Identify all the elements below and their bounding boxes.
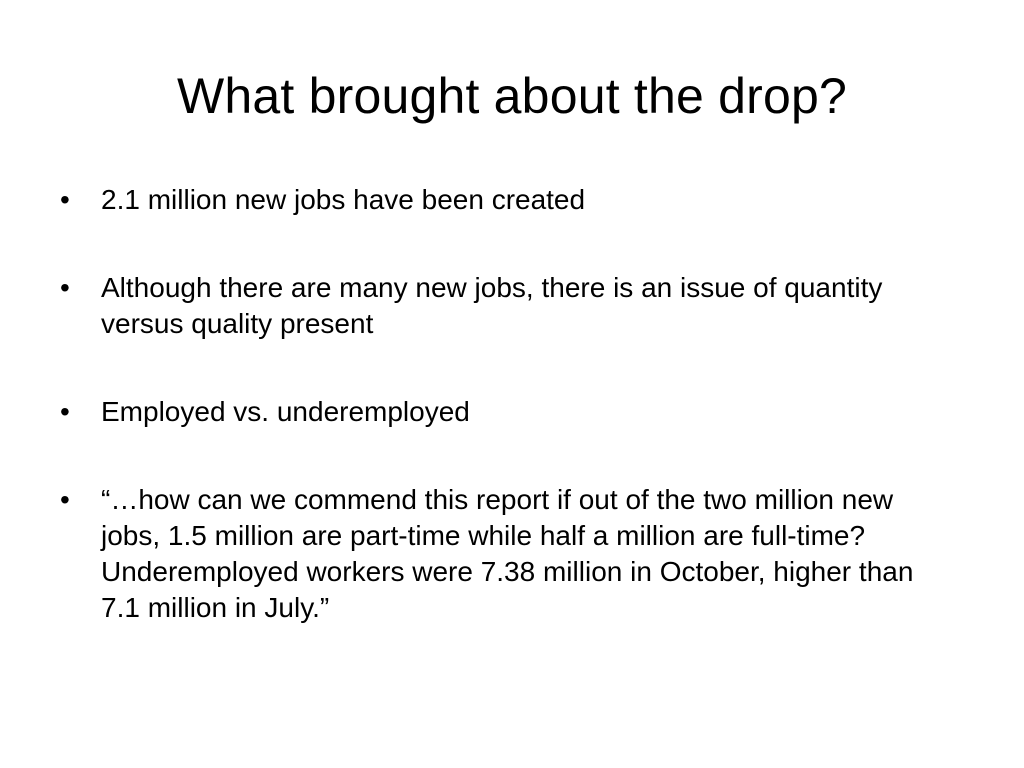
bullet-text: “…how can we commend this report if out of the two million new jobs, 1.5 million are part-time while half a million are full-time? Underemployed workers were 7.38 million in October, higher than 7.1 million in July.” [101, 484, 914, 623]
bullet-dot-icon: • [60, 184, 70, 215]
bullet-text: Employed vs. underemployed [101, 396, 470, 427]
bullet-dot-icon: • [60, 484, 70, 515]
bullet-text: Although there are many new jobs, there is an issue of quantity versus quality present [101, 272, 883, 339]
bullet-item-quantity-vs-quality [60, 270, 960, 342]
bullet-dot-icon: • [60, 272, 70, 303]
bullet-list [60, 182, 960, 626]
bullet-item-employed-vs-underemployed [60, 394, 960, 430]
bullet-text: 2.1 million new jobs have been created [101, 184, 586, 215]
bullet-item-new-jobs [60, 182, 960, 218]
bullet-item-quote [60, 482, 960, 626]
slide-title: What brought about the drop? [177, 68, 847, 124]
bullet-dot-icon: • [60, 396, 70, 427]
